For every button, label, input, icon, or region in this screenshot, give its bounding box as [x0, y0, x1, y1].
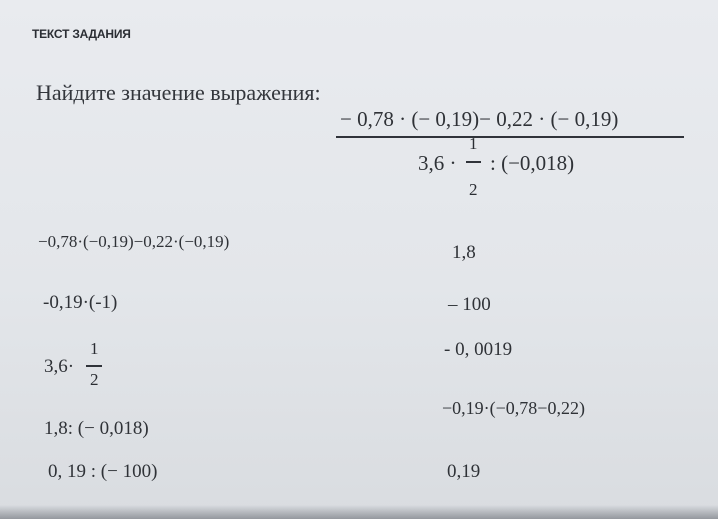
left-item-3-frac-bar — [86, 365, 102, 367]
right-item-2[interactable]: – 100 — [448, 294, 491, 315]
left-item-1[interactable]: −0,78·(−0,19)−0,22·(−0,19) — [38, 232, 230, 251]
denominator-fraction-denominator: 2 — [469, 180, 478, 199]
task-prompt: Найдите значение выражения: — [36, 80, 321, 105]
task-header: ТЕКСТ ЗАДАНИЯ — [32, 27, 131, 41]
right-item-5[interactable]: 0,19 — [447, 461, 481, 482]
left-item-3-frac-den: 2 — [90, 370, 99, 389]
denominator-fraction-bar — [466, 161, 481, 163]
left-item-3-frac-num: 1 — [90, 339, 99, 358]
denominator-fraction-numerator: 1 — [469, 134, 478, 153]
page-edge-shadow — [0, 505, 718, 519]
expression-numerator: − 0,78 · (− 0,19)− 0,22 · (− 0,19) — [340, 107, 619, 131]
left-item-4[interactable]: 1,8: (− 0,018) — [44, 418, 149, 439]
right-item-4[interactable]: −0,19·(−0,78−0,22) — [442, 398, 585, 418]
left-item-2[interactable]: -0,19·(-1) — [43, 292, 118, 313]
expression-denominator-right: : (−0,018) — [490, 151, 575, 175]
left-item-5[interactable]: 0, 19 : (− 100) — [48, 461, 158, 482]
right-item-3[interactable]: - 0, 0019 — [444, 339, 513, 360]
left-item-3-prefix: 3,6· — [44, 356, 75, 377]
right-item-1[interactable]: 1,8 — [452, 242, 476, 263]
expression-denominator-left: 3,6 · — [418, 151, 457, 175]
fraction-bar — [336, 136, 684, 138]
